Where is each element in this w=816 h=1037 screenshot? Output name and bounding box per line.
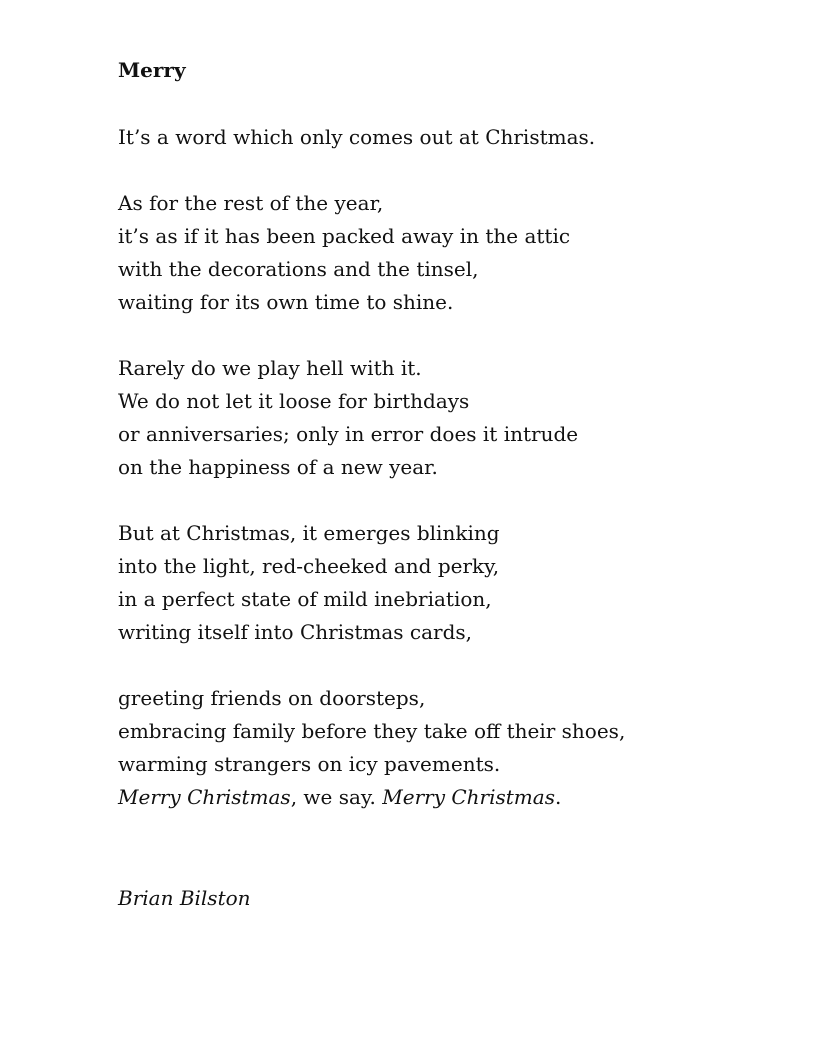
line-text: . <box>554 785 562 809</box>
stanza-1 <box>118 121 758 154</box>
poem-line: As for the rest of the year, <box>118 191 384 215</box>
stanza-gap <box>118 154 758 187</box>
stanza-4 <box>118 517 758 649</box>
stanza-5 <box>118 682 758 814</box>
poem-line: waiting for its own time to shine. <box>118 290 454 314</box>
poem-line: warming strangers on icy pavements. <box>118 752 501 776</box>
stanza-gap <box>118 319 758 352</box>
poem-author: Brian Bilston <box>118 886 251 910</box>
poem-line-final <box>118 781 758 814</box>
poem-line: writing itself into Christmas cards, <box>118 620 473 644</box>
poem-line: it’s as if it has been packed away in the attic <box>118 224 571 248</box>
poem-page <box>118 56 758 912</box>
poem-line: on the happiness of a new year. <box>118 455 438 479</box>
italic-phrase: Merry Christmas <box>382 785 555 809</box>
poem-line: We do not let it loose for birthdays <box>118 389 470 413</box>
poem-line: But at Christmas, it emerges blinking <box>118 521 500 545</box>
poem-line: with the decorations and the tinsel, <box>118 257 479 281</box>
stanza-gap <box>118 649 758 682</box>
poem-line: Rarely do we play hell with it. <box>118 356 422 380</box>
stanza-gap <box>118 84 758 121</box>
poem-title: Merry <box>118 58 186 82</box>
poem-line: or anniversaries; only in error does it intrude <box>118 422 579 446</box>
poem-line: greeting friends on doorsteps, <box>118 686 426 710</box>
line-text: , we say. <box>290 785 383 809</box>
stanza-gap <box>118 484 758 517</box>
stanza-3 <box>118 352 758 484</box>
italic-phrase: Merry Christmas <box>118 785 291 809</box>
stanza-2 <box>118 187 758 319</box>
poem-line: in a perfect state of mild inebriation, <box>118 587 492 611</box>
poem-line: embracing family before they take off their shoes, <box>118 719 626 743</box>
poem-line: It’s a word which only comes out at Christmas. <box>118 125 596 149</box>
poem-line: into the light, red-cheeked and perky, <box>118 554 500 578</box>
